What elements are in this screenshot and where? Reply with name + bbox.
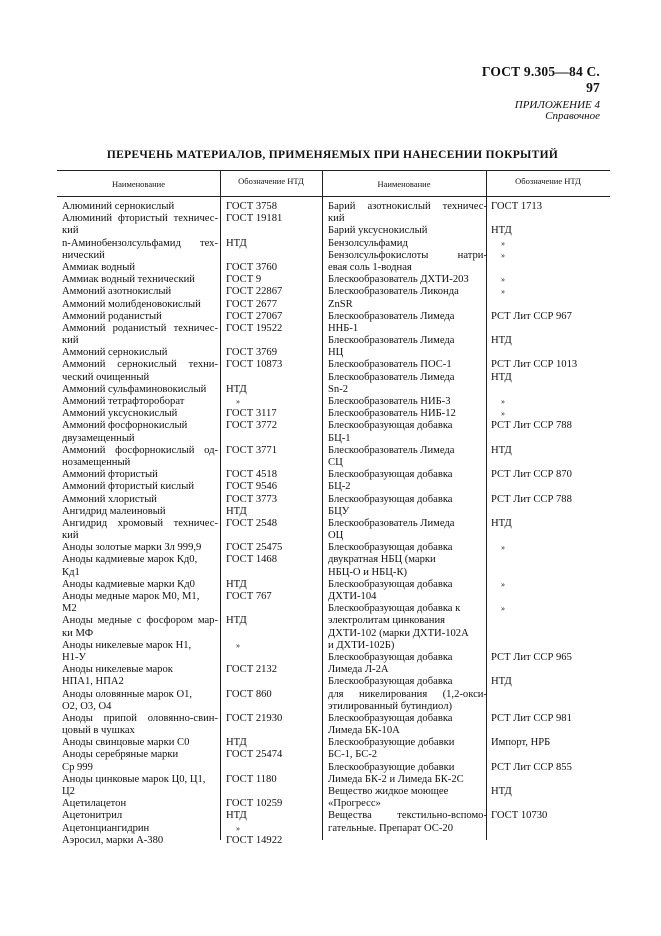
table-cell: нический — [62, 249, 105, 261]
table-cell: Аммоний хлористый — [62, 493, 157, 505]
table-cell: Аноды свинцовые марки С0 — [62, 737, 190, 749]
header-designation-right: Обозначение НТД — [515, 176, 581, 186]
right-names-column — [328, 201, 487, 835]
table-cell: » — [501, 287, 505, 297]
table-cell: гательные. Препарат ОС-20 — [328, 822, 453, 834]
left-names-column — [62, 201, 218, 847]
table-cell: НЦ — [328, 347, 344, 359]
table-cell: Блескообразователь НИБ-3 — [328, 396, 451, 407]
column-divider-1 — [220, 170, 221, 840]
table-cell: Блескообразующая добавка — [328, 712, 453, 724]
table-cell — [491, 347, 606, 359]
table-cell — [226, 701, 316, 713]
table-cell: ГОСТ 3117 — [226, 408, 277, 420]
table-cell: Блескообразующая добавка — [328, 420, 453, 432]
table-cell: Блескообразующая добавка — [328, 676, 453, 688]
table-cell: Блескообразователь Ликонда — [328, 286, 459, 298]
table-cell — [491, 457, 606, 469]
table-cell: ГОСТ 22867 — [226, 286, 283, 298]
table-cell: БЦУ — [328, 505, 350, 517]
document-title: ПЕРЕЧЕНЬ МАТЕРИАЛОВ, ПРИМЕНЯЕМЫХ ПРИ НАНЕСЕНИИ ПОКРЫТИЙ — [106, 149, 559, 161]
table-cell: Аноды никелевые марок Н1, — [62, 639, 192, 651]
table-cell: электролитам цинкования — [328, 615, 446, 627]
table-cell: Блескообразующая добавка — [328, 493, 453, 505]
table-cell — [226, 603, 316, 615]
table-cell: НТД — [226, 237, 247, 249]
table-cell: НТД — [491, 335, 512, 347]
table-cell: Аноды кадмиевые марок Кд0, — [62, 554, 198, 566]
table-cell: ГОСТ 27067 — [226, 310, 283, 322]
table-cell: ГОСТ 3771 — [226, 444, 278, 456]
table-cell: » — [236, 397, 240, 406]
table-cell: Бензолсульфамид — [328, 237, 408, 249]
table-cell — [491, 749, 606, 761]
table-cell: ки МФ — [62, 627, 94, 639]
table-cell — [491, 262, 606, 274]
header-name-right: Наименование — [377, 179, 431, 189]
table-cell: НТД — [226, 505, 247, 517]
table-cell: ГОСТ 3760 — [226, 261, 278, 273]
table-cell: ГОСТ 4518 — [226, 469, 278, 481]
table-cell — [491, 701, 606, 713]
table-cell: ГОСТ 1180 — [226, 773, 277, 785]
table-cell — [491, 798, 606, 810]
table-cell — [491, 689, 606, 701]
table-cell: ГОСТ 19181 — [226, 213, 283, 225]
table-cell: СЦ — [328, 456, 343, 468]
table-cell: » — [236, 640, 240, 650]
table-cell — [226, 628, 316, 640]
table-cell: Лимеда БК-10А — [328, 725, 400, 737]
table-cell: Лимеда БК-2 и Лимеда БК-2С — [328, 773, 464, 785]
table-cell: Аноды оловянные марок О1, — [62, 688, 193, 700]
table-cell — [491, 213, 606, 225]
table-cell: Блескообразователь Лимеда — [328, 371, 455, 383]
table-cell: нозамещенный — [62, 456, 131, 468]
table-cell: Блескообразующая добавка — [328, 651, 453, 663]
table-cell: Ср 999 — [62, 761, 93, 773]
table-cell: » — [501, 579, 505, 589]
table-cell: Блескообразующая добавка — [328, 542, 453, 554]
table-cell — [491, 628, 606, 640]
table-cell: кий — [62, 335, 79, 347]
table-cell: РСТ Лит ССР 981 — [491, 712, 572, 724]
table-cell — [491, 823, 606, 835]
table-cell: ГОСТ 3773 — [226, 493, 278, 505]
table-cell: Блескообразователь Лимеда — [328, 517, 455, 529]
header-name-left: Наименование — [112, 179, 165, 189]
table-cell: Ацетонитрил — [62, 810, 123, 822]
table-cell: Аммиак водный — [62, 261, 135, 273]
table-cell — [226, 372, 316, 384]
table-cell: НТД — [226, 615, 247, 627]
table-cell: Алюминий сернокислый — [62, 201, 175, 212]
table-cell: Блескообразователь ПОС-1 — [328, 359, 452, 371]
table-cell: Аммоний фтористый — [62, 469, 158, 481]
table-cell: Блескообразующая добавка — [328, 469, 453, 481]
table-cell: Ангидрид хромовый техничес- — [62, 517, 218, 529]
table-cell: » — [501, 397, 505, 406]
table-cell — [491, 615, 606, 627]
table-cell — [226, 725, 316, 737]
table-cell: РСТ Лит ССР 855 — [491, 761, 572, 773]
table-cell: ГОСТ 10259 — [226, 798, 283, 810]
table-cell — [491, 725, 606, 737]
table-cell — [226, 250, 316, 262]
table-cell — [226, 786, 316, 798]
table-cell: Кд1 — [62, 566, 80, 578]
table-cell: » — [501, 409, 505, 419]
table-cell — [491, 774, 606, 786]
table-cell: О2, О3, О4 — [62, 700, 112, 712]
table-cell: НТД — [226, 578, 247, 590]
table-cell: НТД — [491, 517, 512, 529]
table-cell: ДХТИ-104 — [328, 591, 377, 602]
table-cell: НТД — [226, 737, 247, 749]
table-cell: ГОСТ 2548 — [226, 517, 278, 529]
table-cell: кий — [328, 213, 345, 225]
table-cell: НТД — [491, 225, 512, 237]
table-cell: Блескообразующая добавка — [328, 578, 453, 590]
page-header: ГОСТ 9.305—84 С. 97 — [481, 64, 600, 95]
table-cell — [491, 664, 606, 676]
table-cell: РСТ Лит ССР 870 — [491, 469, 572, 481]
table-cell: Аноды серебряные марки — [62, 749, 179, 761]
table-cell: Аммоний сернокислый техни- — [62, 359, 218, 371]
table-cell: Вещества текстильно-вспомо- — [328, 810, 487, 822]
table-cell — [491, 323, 606, 335]
table-cell: Аноды припой оловянно-свин- — [62, 712, 218, 724]
table-cell: ННБ-1 — [328, 322, 359, 334]
table-cell: ГОСТ 10730 — [491, 810, 548, 822]
table-cell: этилированный бутиндиол) — [328, 700, 453, 712]
appendix-number: ПРИЛОЖЕНИЕ 4 — [514, 99, 600, 111]
table-cell: Блескообразователь НИБ-12 — [328, 408, 456, 420]
table-cell: Аммоний роданистый техничес- — [62, 322, 218, 334]
table-cell: РСТ Лит ССР 788 — [491, 420, 572, 432]
table-cell: » — [501, 238, 505, 248]
table-cell: Аноды медные с фосфором мар- — [62, 615, 218, 627]
table-cell: НТД — [226, 810, 247, 822]
table-cell — [491, 384, 606, 396]
table-cell: Аммоний молибденовокислый — [62, 298, 201, 310]
table-cell: » — [501, 275, 505, 285]
table-cell: НПА1, НПА2 — [62, 676, 124, 688]
table-cell: НТД — [226, 383, 247, 395]
table-cell: ГОСТ 860 — [226, 688, 272, 700]
table-cell — [226, 433, 316, 445]
table-cell: ГОСТ 9 — [226, 274, 262, 286]
table-cell: ГОСТ 9546 — [226, 481, 278, 493]
table-cell: М2 — [62, 603, 77, 615]
table-cell: Sn-2 — [328, 383, 349, 395]
table-cell — [491, 481, 606, 493]
table-cell: ГОСТ 1468 — [226, 554, 278, 566]
table-cell — [226, 530, 316, 542]
table-cell: евая соль 1-водная — [328, 261, 412, 273]
table-cell: НБЦ-О и НБЦ-К) — [328, 566, 408, 578]
table-cell: РСТ Лит ССР 788 — [491, 493, 572, 505]
table-cell — [226, 676, 316, 688]
table-cell: Импорт, НРБ — [491, 737, 551, 749]
column-divider-2 — [322, 170, 323, 840]
table-cell: Аммоний сернокислый — [62, 347, 168, 359]
table-cell: Вещество жидкое моющее — [328, 786, 449, 797]
table-cell: цовый в чушках — [62, 725, 135, 737]
table-cell: и ДХТИ-102Б) — [328, 639, 395, 651]
table-header-rule — [57, 196, 610, 197]
table-top-rule — [57, 170, 610, 171]
table-cell: Аммоний фтористый кислый — [62, 481, 194, 493]
table-cell — [491, 567, 606, 579]
table-cell — [491, 433, 606, 445]
table-cell: Лимеда Л-2А — [328, 664, 389, 676]
table-cell: Ангидрид малеиновый — [62, 505, 166, 517]
table-cell: кий — [62, 530, 79, 542]
table-cell: Ц2 — [62, 786, 75, 797]
table-cell: БЦ-2 — [328, 481, 351, 493]
left-designations-column — [226, 201, 316, 847]
table-cell: ГОСТ 3758 — [226, 201, 278, 212]
table-cell: Аммоний сульфаминовокислый — [62, 383, 207, 395]
table-cell: ДХТИ-102 (марки ДХТИ-102А — [328, 627, 469, 639]
table-cell — [226, 335, 316, 347]
table-cell: ГОСТ 3769 — [226, 347, 278, 359]
table-cell: » — [501, 250, 505, 260]
table-cell: ГОСТ 19522 — [226, 322, 283, 334]
table-cell: Барий азотнокислый техничес- — [328, 201, 487, 212]
table-cell: Аноды никелевые марок — [62, 664, 173, 676]
table-cell: Блескообразующие добавки — [328, 761, 455, 773]
table-cell: Блескообразователь Лимеда — [328, 335, 455, 347]
table-cell: Барий уксуснокислый — [328, 225, 428, 237]
table-cell: Аэросил, марки А-380 — [62, 834, 164, 846]
table-cell: НТД — [491, 444, 512, 456]
table-cell: для никелирования (1,2-окси- — [328, 688, 487, 700]
table-cell: Аноды цинковые марок Ц0, Ц1, — [62, 773, 206, 785]
table-cell: Аммоний роданистый — [62, 310, 162, 322]
table-cell: n-Аминобензолсульфамид тех- — [62, 237, 218, 249]
table-cell: Блескообразователь Лимеда — [328, 310, 455, 322]
right-designations-column — [491, 201, 606, 835]
table-cell: Блескообразователь ДХТИ-203 — [328, 274, 469, 286]
table-cell: РСТ Лит ССР 965 — [491, 651, 572, 663]
table-cell: Алюминий фтористый техничес- — [62, 213, 218, 225]
table-cell: двузамещенный — [62, 432, 135, 444]
table-cell: ОЦ — [328, 530, 344, 542]
table-cell: » — [236, 823, 240, 833]
table-cell: РСТ Лит ССР 967 — [491, 310, 572, 322]
table-cell: «Прогресс» — [328, 798, 381, 810]
table-cell — [226, 457, 316, 469]
table-cell — [491, 506, 606, 518]
table-cell: ГОСТ 1713 — [491, 201, 543, 212]
table-cell — [491, 530, 606, 542]
table-cell — [226, 567, 316, 579]
table-cell: БЦ-1 — [328, 432, 351, 444]
table-cell: Аммоний фосфорнокислый од- — [62, 444, 218, 456]
table-cell — [226, 652, 316, 664]
table-cell: кий — [62, 225, 79, 237]
table-cell — [226, 225, 316, 237]
table-cell — [491, 299, 606, 311]
table-cell: БС-1, БС-2 — [328, 749, 378, 761]
table-cell: Аноды медные марок М0, М1, — [62, 591, 200, 602]
table-cell: НТД — [491, 371, 512, 383]
table-cell: Ацетонциангидрин — [62, 822, 150, 834]
table-cell — [491, 554, 606, 566]
table-cell: » — [501, 543, 505, 553]
table-cell: Блескообразующая добавка к — [328, 603, 461, 615]
table-cell: НТД — [491, 786, 512, 797]
table-cell: Аммоний фосфорнокислый — [62, 420, 188, 432]
table-cell: Блескообразователь Лимеда — [328, 444, 455, 456]
table-cell: ГОСТ 25474 — [226, 749, 283, 761]
table-cell: ГОСТ 25475 — [226, 542, 283, 554]
table-cell: Аммоний уксуснокислый — [62, 408, 178, 420]
table-cell: ГОСТ 3772 — [226, 420, 278, 432]
table-cell: Аммиак водный технический — [62, 274, 195, 286]
table-cell: Ацетилацетон — [62, 798, 127, 810]
table-cell: РСТ Лит ССР 1013 — [491, 359, 578, 371]
table-cell: » — [501, 604, 505, 614]
table-cell: Бензолсульфокислоты натри- — [328, 249, 487, 261]
table-cell: Блескообразующие добавки — [328, 737, 455, 749]
table-cell: ческий очищенный — [62, 371, 150, 383]
table-cell: Аммоний тетрафтороборат — [62, 396, 185, 407]
table-cell: Н1-У — [62, 651, 86, 663]
table-cell: НТД — [491, 676, 512, 688]
table-cell — [491, 591, 606, 603]
table-cell: Аноды золотые марки Зл 999,9 — [62, 542, 202, 554]
table-cell: Аноды кадмиевые марки Кд0 — [62, 578, 195, 590]
table-cell: ГОСТ 21930 — [226, 712, 283, 724]
table-cell: ГОСТ 2132 — [226, 664, 278, 676]
table-cell: двукратная НБЦ (марки — [328, 554, 436, 566]
table-cell — [491, 640, 606, 652]
appendix-label — [440, 100, 600, 122]
table-cell: ГОСТ 767 — [226, 591, 272, 602]
appendix-note: Справочное — [545, 110, 600, 122]
table-cell: Аммоний азотнокислый — [62, 286, 172, 298]
table-cell — [226, 762, 316, 774]
table-cell: ГОСТ 10873 — [226, 359, 283, 371]
table-cell: ZnSR — [328, 298, 353, 310]
table-cell: ГОСТ 14922 — [226, 834, 283, 846]
table-cell: ГОСТ 2677 — [226, 298, 278, 310]
header-designation-left: Обозначение НТД — [238, 176, 304, 186]
